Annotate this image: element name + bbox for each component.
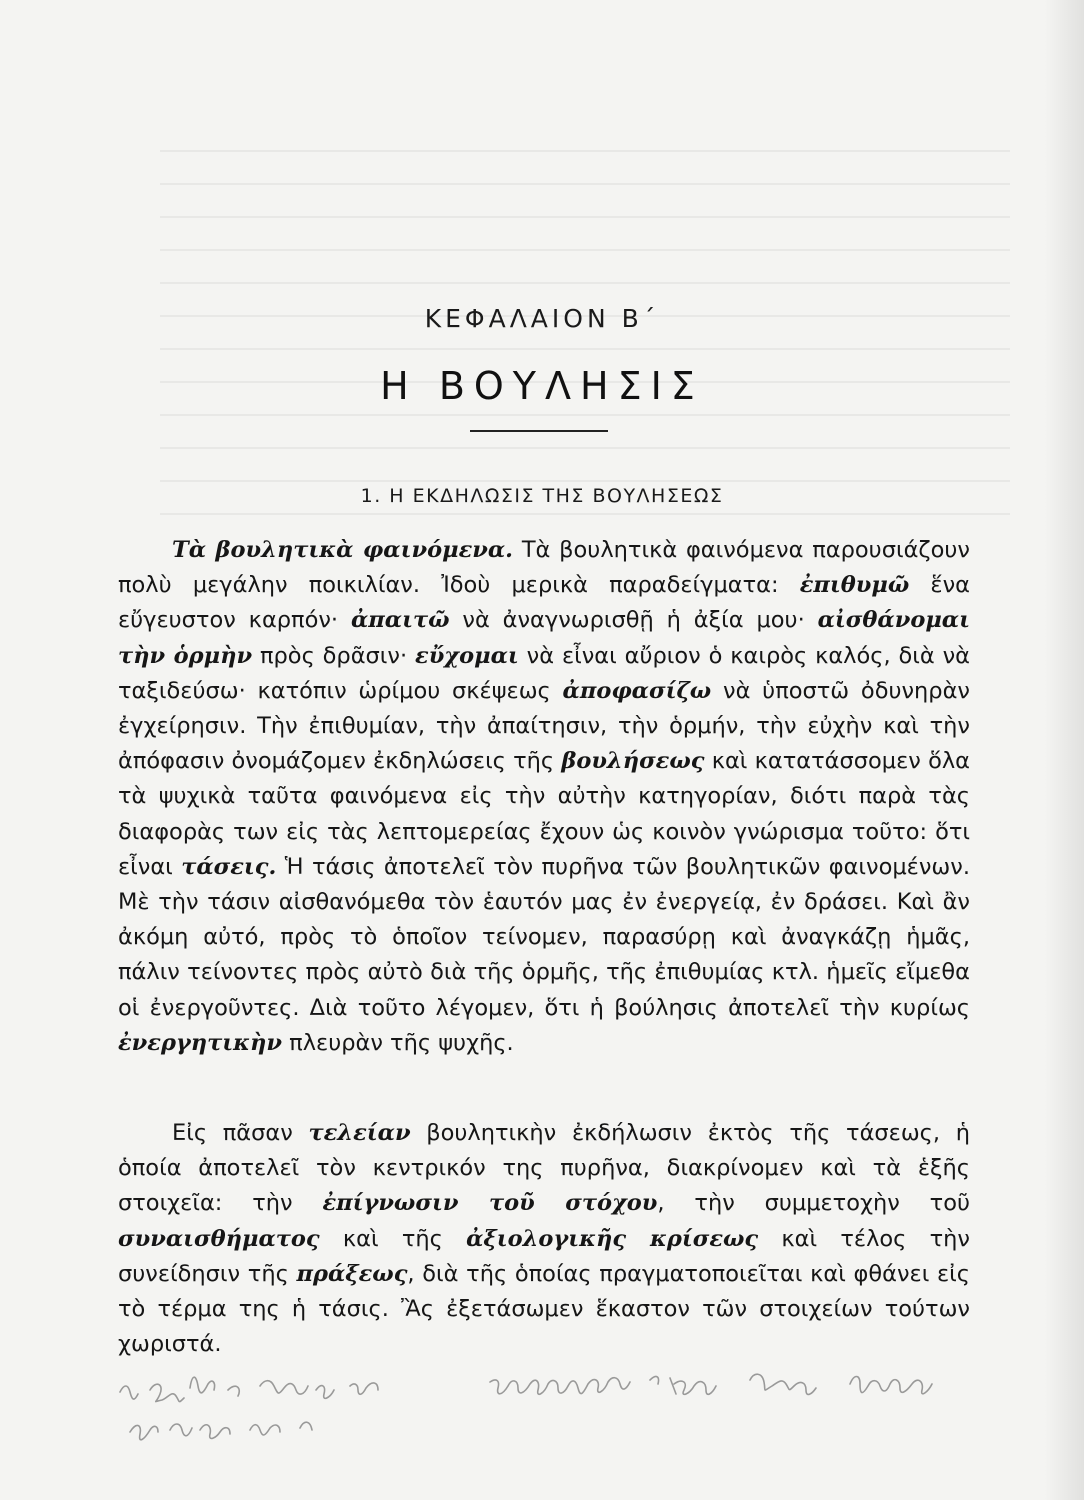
chapter-title: Η ΒΟΥΛΗΣΙΣ bbox=[380, 364, 704, 408]
title-divider bbox=[470, 430, 608, 432]
run-text: , τὴν συμμετοχὴν τοῦ bbox=[657, 1190, 970, 1217]
run-emphasis: ἐνεργητικὴν bbox=[118, 1029, 283, 1056]
run-emphasis: Τὰ βουλητικὰ φαινόμενα. bbox=[172, 537, 514, 563]
page-edge-shadow bbox=[1044, 0, 1084, 1500]
run-emphasis: βουλήσεως bbox=[561, 748, 705, 775]
chapter-label: ΚΕΦΑΛΑΙΟΝ Β΄ bbox=[424, 304, 660, 333]
run-text: καὶ τέλος τὴν συνείδησιν τῆς bbox=[118, 1225, 970, 1287]
run-text: ἕνα εὔγευστον καρπόν· bbox=[118, 572, 970, 634]
run-text: πλευρὰν τῆς ψυχῆς. bbox=[282, 1029, 514, 1056]
run-emphasis: ἀποφασίζω bbox=[562, 677, 712, 704]
run-text: καὶ τῆς bbox=[319, 1225, 467, 1252]
run-emphasis: ἀξιολογικῆς κρίσεως bbox=[466, 1225, 759, 1252]
paragraph-2 bbox=[118, 1116, 970, 1362]
paragraph-1 bbox=[118, 533, 970, 1061]
run-emphasis: συναισθήματος bbox=[118, 1225, 320, 1252]
bleed-through-texture bbox=[160, 150, 1010, 530]
section-heading: 1. Η ΕΚΔΗΛΩΣΙΣ ΤΗΣ ΒΟΥΛΗΣΕΩΣ bbox=[360, 485, 724, 507]
run-text: Ἡ τάσις ἀποτελεῖ τὸν πυρῆνα τῶν βουλητικῶν φαινομένων. Μὲ τὴν τάσιν αἰσθανόμεθα τὸν ἑαυτόν μας ἐν ἐνεργείᾳ, ἐν δράσει. Καὶ ἂν ἀκόμη αὐτό, πρὸς τὸ ὁποῖον τείνομεν, παρασύρῃ καὶ ἀναγκάζῃ ἡμᾶς, πάλιν τείνοντες πρὸς αὐτὸ διὰ τῆς ὁρμῆς, τῆς ἐπιθυμίας κτλ. ἡμεῖς εἴμεθα οἱ ἐνεργοῦντες. Διὰ τοῦτο λέγομεν, ὅτι ἡ βούλησις ἀποτελεῖ τὴν κυρίως bbox=[118, 853, 970, 1021]
run-text: νὰ ὑποστῶ ὀδυνηρὰν ἐγχείρησιν. Τὴν ἐπιθυμίαν, τὴν ἀπαίτησιν, τὴν ὁρμήν, τὴν εὐχὴν καὶ τὴν ἀπόφασιν ὀνομάζομεν ἐκδηλώσεις τῆς bbox=[118, 677, 970, 775]
scribble-stroke bbox=[490, 1377, 659, 1395]
scribble-stroke bbox=[670, 1374, 816, 1394]
run-text: Τὰ βουλητικὰ φαινόμενα παρουσιάζουν πολὺ μεγάλην ποικιλίαν. Ἰδοὺ μερικὰ παραδείγματα: bbox=[118, 537, 970, 599]
scribble-stroke bbox=[120, 1377, 378, 1401]
run-emphasis: τάσεις. bbox=[181, 853, 277, 880]
run-emphasis: ἐπιθυμῶ bbox=[799, 572, 910, 599]
scribble-stroke bbox=[130, 1422, 312, 1440]
run-emphasis: ἀπαιτῶ bbox=[350, 607, 450, 634]
run-emphasis: εὔχομαι bbox=[415, 642, 519, 669]
scribble-stroke bbox=[850, 1377, 932, 1394]
run-text: πρὸς δρᾶσιν· bbox=[252, 642, 416, 669]
run-emphasis: τελείαν bbox=[308, 1120, 411, 1146]
run-text: Εἰς πᾶσαν bbox=[172, 1120, 309, 1146]
handwritten-margin-note bbox=[110, 1360, 990, 1450]
run-text: , διὰ τῆς ὁποίας πραγματοποιεῖται καὶ φθάνει εἰς τὸ τέρμα της ἡ τάσις. Ἂς ἐξετάσωμεν ἕκαστον τῶν στοιχείων τούτων χωριστά. bbox=[118, 1260, 970, 1358]
run-emphasis: αἰσθάνομαι τὴν ὁρμὴν bbox=[118, 607, 971, 669]
run-emphasis: ἐπίγνωσιν τοῦ στόχου bbox=[322, 1190, 658, 1217]
run-text: νὰ ἀναγνωρισθῇ ἡ ἀξία μου· bbox=[449, 607, 818, 634]
run-text: νὰ εἶναι αὔριον ὁ καιρὸς καλός, διὰ νὰ ταξιδεύσω· κατόπιν ὡρίμου σκέψεως bbox=[118, 642, 970, 704]
run-text: καὶ κατατάσσομεν ὅλα τὰ ψυχικὰ ταῦτα φαινόμενα εἰς τὴν αὐτὴν κατηγορίαν, διότι παρὰ τὰς διαφορὰς των εἰς τὰς λεπτομερείας ἔχουν ὡς κοινὸν γνώρισμα τοῦτο: ὅτι εἶναι bbox=[118, 748, 970, 880]
run-emphasis: πράξεως bbox=[296, 1260, 408, 1287]
run-text: βουλητικὴν ἐκδήλωσιν ἐκτὸς τῆς τάσεως, ἡ ὁποία ἀποτελεῖ τὸν κεντρικόν της πυρῆνα, διακρίνομεν καὶ τὰ ἑξῆς στοιχεῖα: τὴν bbox=[118, 1120, 970, 1217]
